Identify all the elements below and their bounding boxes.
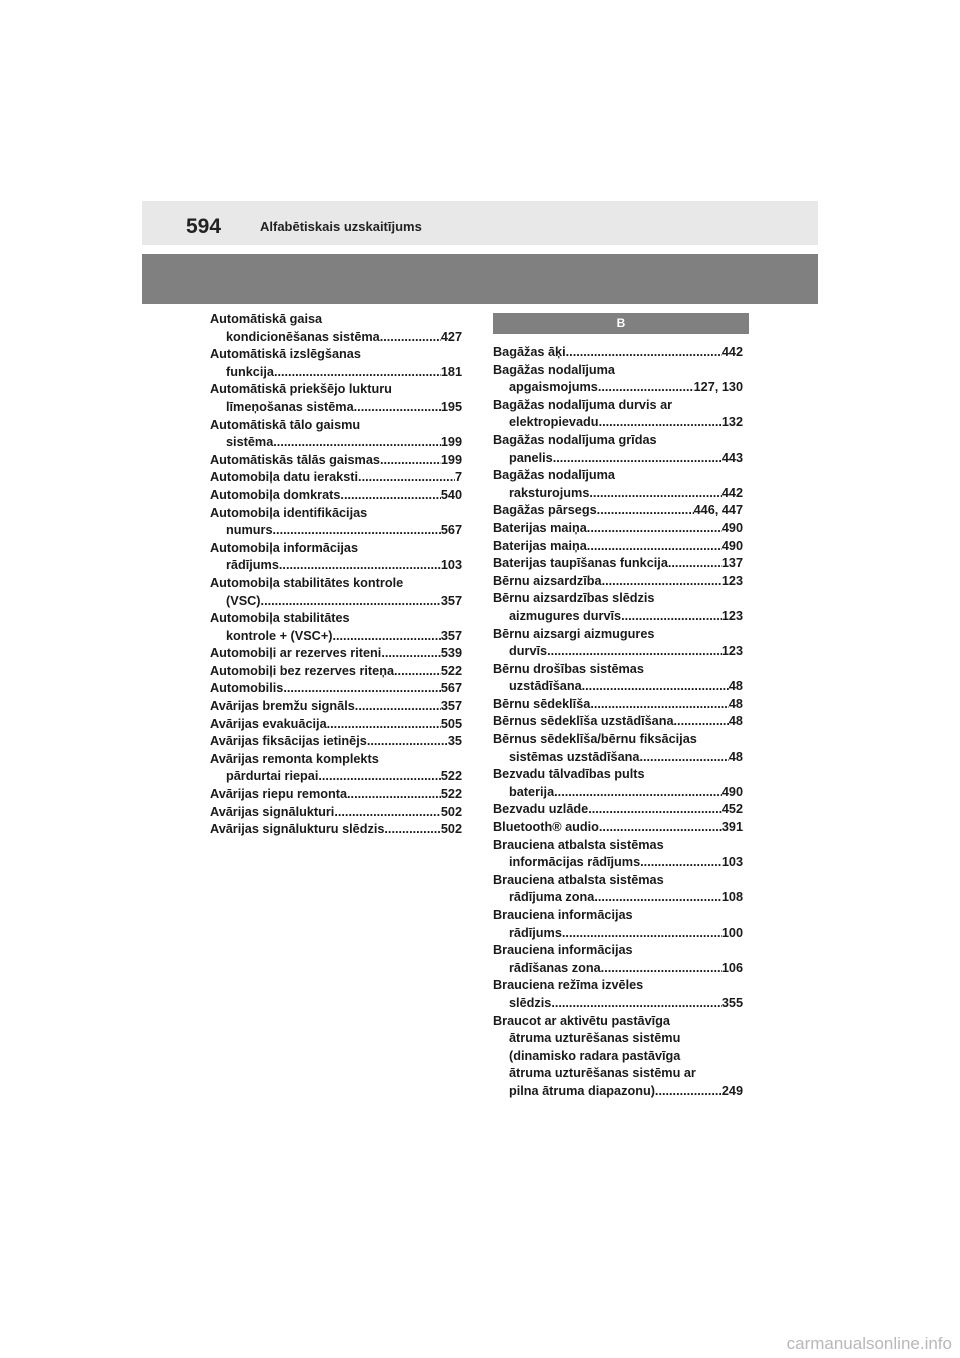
- index-entry: [493, 907, 743, 942]
- leader-dots: [273, 434, 441, 452]
- index-entry-label: Bērnu sēdeklīša: [493, 696, 591, 711]
- leader-dots: [589, 485, 721, 503]
- index-entry: [493, 661, 743, 696]
- leader-dots: [273, 522, 441, 540]
- leader-dots: [381, 645, 440, 663]
- index-entry: [493, 520, 743, 538]
- index-entry-line: [210, 434, 462, 452]
- leader-dots: [553, 450, 722, 468]
- index-entry: [210, 469, 462, 487]
- index-entry-line: [493, 538, 743, 556]
- index-entry: [493, 713, 743, 731]
- index-entry-line: [493, 801, 743, 819]
- index-entry-text: Automobiļa identifikācijas: [210, 505, 368, 520]
- index-entry-text: Bezvadu tālvadības pults: [493, 767, 645, 782]
- index-entry-page[interactable]: 442: [721, 485, 743, 500]
- index-entry-page[interactable]: 539: [440, 646, 462, 661]
- index-entry: [493, 626, 743, 661]
- index-entry-line: [493, 854, 743, 872]
- leader-dots: [601, 960, 722, 978]
- index-entry-page[interactable]: 127, 130: [693, 380, 743, 395]
- index-entry-label: Bagāžas āķi: [493, 345, 566, 359]
- index-entry-label: Bagāžas pārsegs: [493, 503, 597, 518]
- index-entry-page[interactable]: 106: [721, 960, 743, 975]
- index-entry-line: [210, 768, 462, 786]
- leader-dots: [598, 379, 694, 397]
- index-entry: [493, 819, 743, 837]
- index-entry-page[interactable]: 357: [440, 628, 462, 643]
- leader-dots: [380, 452, 441, 470]
- index-entry-label: Baterijas taupīšanas funkcija: [493, 556, 668, 571]
- index-entry: [493, 872, 743, 907]
- index-entry-text: Bērnu aizsardzības slēdzis: [493, 591, 655, 606]
- index-entry-text: ātruma uzturēšanas sistēmu ar: [509, 1066, 696, 1081]
- index-entry: [493, 573, 743, 591]
- index-entry-label: panelis: [509, 450, 553, 465]
- index-entry-label: Automobilis: [210, 681, 284, 696]
- index-entry-page[interactable]: 443: [721, 450, 743, 465]
- index-entry-label: rādījuma zona: [509, 890, 595, 905]
- leader-dots: [668, 555, 722, 573]
- index-entry-text: Automobiļa stabilitātes: [210, 611, 350, 626]
- index-entry-page[interactable]: 195: [440, 399, 462, 414]
- index-entry-page[interactable]: 48: [728, 714, 743, 729]
- index-entry-page[interactable]: 442: [721, 345, 743, 359]
- index-entry: [210, 663, 462, 681]
- index-entry-text: ātruma uzturēšanas sistēmu: [509, 1031, 681, 1046]
- index-entry: [210, 610, 462, 645]
- index-entry-text: Automātiskā izslēgšanas: [210, 347, 361, 362]
- index-entry-page[interactable]: 446, 447: [693, 503, 743, 518]
- index-entry: [210, 821, 462, 839]
- index-entry-page[interactable]: 103: [721, 855, 743, 870]
- index-entry-page[interactable]: 132: [721, 415, 743, 430]
- index-entry: [493, 590, 743, 625]
- index-entry: [493, 1013, 743, 1101]
- leader-dots: [367, 733, 448, 751]
- index-entry-line: [493, 784, 743, 802]
- index-entry-text: Bagāžas nodalījuma durvis ar: [493, 397, 673, 412]
- index-entry-page[interactable]: 391: [721, 820, 743, 835]
- index-entry: [210, 417, 462, 452]
- leader-dots: [347, 786, 441, 804]
- leader-dots: [551, 995, 722, 1013]
- index-entry: [493, 766, 743, 801]
- index-entry-line: [493, 713, 743, 731]
- leader-dots: [355, 698, 441, 716]
- index-entry: [493, 432, 743, 467]
- watermark: carmanualsonline.info: [786, 1334, 952, 1353]
- index-entry-label: sistēma: [226, 435, 274, 450]
- index-entry-line: [210, 469, 462, 487]
- index-entry-label: rādījums: [509, 925, 562, 940]
- index-entry-line: [210, 557, 462, 575]
- index-entry-label: Automātiskās tālās gaismas: [210, 452, 380, 467]
- index-entry-line: [493, 485, 743, 503]
- leader-dots: [384, 821, 440, 839]
- index-entry-line: [493, 450, 743, 468]
- index-entry-line: [493, 749, 743, 767]
- index-entry-label: Automobiļa datu ieraksti: [210, 470, 359, 485]
- index-entry-line: [210, 452, 462, 470]
- index-entry-label: kondicionēšanas sistēma: [226, 329, 380, 344]
- index-entry-line: [210, 786, 462, 804]
- index-entry-label: informācijas rādījums: [509, 855, 641, 870]
- index-entry-line: [210, 522, 462, 540]
- index-entry: [493, 538, 743, 556]
- index-entry-page[interactable]: 7: [454, 470, 462, 485]
- index-entry-label: sistēmas uzstādīšana: [509, 749, 640, 764]
- index-entry-text: Bagāžas nodalījuma: [493, 468, 615, 483]
- index-entry-text: Bērnu drošības sistēmas: [493, 661, 644, 676]
- leader-dots: [674, 713, 729, 731]
- index-entry-line: [210, 628, 462, 646]
- index-entry-label: Avārijas bremžu signāls: [210, 699, 355, 714]
- index-entry-label: rādīšanas zona: [509, 960, 601, 975]
- leader-dots: [621, 608, 722, 626]
- index-entry-page[interactable]: 355: [721, 995, 743, 1010]
- index-entry-line: [493, 608, 743, 626]
- index-entry: [210, 505, 462, 540]
- index-entry-text: Brauciena atbalsta sistēmas: [493, 872, 664, 887]
- section-letter-bar: B: [493, 313, 749, 334]
- index-column-right: [493, 344, 743, 1101]
- index-entry-line: [210, 487, 462, 505]
- index-entry-label: pilna ātruma diapazonu): [509, 1083, 655, 1098]
- index-entry-line: [210, 645, 462, 663]
- index-entry-line: [210, 399, 462, 417]
- index-entry-page[interactable]: 48: [728, 679, 743, 694]
- index-entry: [493, 942, 743, 977]
- leader-dots: [639, 749, 728, 767]
- index-entry-page[interactable]: 502: [440, 822, 462, 837]
- index-entry-line: [210, 804, 462, 822]
- leader-dots: [587, 538, 722, 556]
- index-entry-line: [210, 329, 462, 347]
- index-entry-line: [493, 819, 743, 837]
- index-entry-line: [210, 364, 462, 382]
- leader-dots: [283, 680, 441, 698]
- index-entry-page[interactable]: 540: [440, 487, 462, 502]
- leader-dots: [334, 804, 440, 822]
- leader-dots: [318, 768, 440, 786]
- index-entry-label: elektropievadu: [509, 415, 599, 430]
- leader-dots: [602, 573, 722, 591]
- index-entry-label: Baterijas maiņa: [493, 520, 587, 535]
- index-entry-line: [493, 414, 743, 432]
- leader-dots: [594, 889, 722, 907]
- index-entry-page[interactable]: 123: [721, 573, 743, 588]
- index-entry-page[interactable]: 137: [721, 556, 743, 571]
- index-entry-label: Baterijas maiņa: [493, 538, 587, 553]
- index-entry: [493, 502, 743, 520]
- index-entry-line: [210, 680, 462, 698]
- index-entry: [210, 575, 462, 610]
- index-entry-label: rādījums: [226, 558, 279, 573]
- page-number: 594: [186, 215, 222, 238]
- leader-dots: [597, 502, 694, 520]
- index-entry-line: [493, 344, 743, 362]
- leader-dots: [547, 643, 722, 661]
- index-entry-label: Automobiļi ar rezerves riteni: [210, 646, 382, 661]
- index-entry-text: Brauciena režīma izvēles: [493, 978, 644, 993]
- leader-dots: [655, 1083, 722, 1101]
- leader-dots: [279, 557, 441, 575]
- index-entry-label: apgaismojums: [509, 380, 598, 395]
- leader-dots: [599, 819, 722, 837]
- index-entry-text: Automātiskā priekšējo lukturu: [210, 382, 392, 397]
- index-entry: [493, 801, 743, 819]
- index-entry-page[interactable]: 357: [440, 593, 462, 608]
- index-entry-text: Brauciena atbalsta sistēmas: [493, 837, 664, 852]
- index-entry-line: [493, 379, 743, 397]
- index-entry-page[interactable]: 123: [721, 608, 743, 623]
- index-entry-line: [210, 698, 462, 716]
- leader-dots: [588, 801, 722, 819]
- index-entry: [493, 467, 743, 502]
- leader-dots: [640, 854, 722, 872]
- index-entry-line: [210, 821, 462, 839]
- leader-dots: [587, 520, 722, 538]
- index-entry-line: [210, 733, 462, 751]
- index-entry-line: [493, 643, 743, 661]
- leader-dots: [599, 414, 722, 432]
- page-title: Alfabētiskais uzskaitījums: [260, 219, 422, 234]
- index-entry-label: Automobiļa domkrats: [210, 487, 341, 502]
- index-entry-line: [493, 573, 743, 591]
- leader-dots: [394, 663, 441, 681]
- index-entry: [210, 452, 462, 470]
- index-entry-label: pārdurtai riepai: [226, 769, 319, 784]
- index-entry: [210, 381, 462, 416]
- index-entry-page[interactable]: 123: [721, 644, 743, 659]
- index-entry-page[interactable]: 249: [721, 1083, 743, 1098]
- index-entry-page[interactable]: 100: [721, 925, 743, 940]
- leader-dots: [261, 593, 441, 611]
- leader-dots: [274, 364, 441, 382]
- leader-dots: [332, 628, 440, 646]
- index-entry-label: Avārijas riepu remonta: [210, 787, 348, 802]
- index-entry: [493, 555, 743, 573]
- index-entry-line: [493, 925, 743, 943]
- leader-dots: [562, 925, 722, 943]
- index-entry-text: Bērnus sēdeklīša/bērnu fiksācijas: [493, 732, 697, 747]
- index-entry: [210, 680, 462, 698]
- leader-dots: [554, 784, 722, 802]
- index-entry: [210, 346, 462, 381]
- index-entry-text: Bērnu aizsargi aizmugures: [493, 626, 655, 641]
- index-entry-label: Bērnus sēdeklīša uzstādīšana: [493, 714, 674, 729]
- index-entry-text: Braucot ar aktivētu pastāvīga: [493, 1013, 670, 1028]
- index-entry-label: aizmugures durvīs: [509, 608, 622, 623]
- leader-dots: [358, 469, 455, 487]
- index-entry-label: funkcija: [226, 364, 274, 379]
- leader-dots: [340, 487, 440, 505]
- index-entry: [493, 696, 743, 714]
- index-entry-line: [493, 995, 743, 1013]
- index-entry: [493, 344, 743, 362]
- index-entry-label: Avārijas signālukturi: [210, 804, 335, 819]
- index-entry: [493, 837, 743, 872]
- index-entry-label: Bezvadu uzlāde: [493, 802, 589, 817]
- index-entry-page[interactable]: 490: [721, 520, 743, 535]
- index-entry-page[interactable]: 48: [728, 749, 743, 764]
- index-entry-line: [210, 663, 462, 681]
- leader-dots: [327, 716, 441, 734]
- index-entry-label: Bluetooth® audio: [493, 820, 599, 835]
- index-entry-text: Automobiļa stabilitātes kontrole: [210, 575, 404, 590]
- leader-dots: [566, 344, 722, 362]
- index-entry: [210, 645, 462, 663]
- index-entry-label: numurs: [226, 523, 273, 538]
- index-entry-page[interactable]: 490: [721, 784, 743, 799]
- index-entry-text: Brauciena informācijas: [493, 908, 633, 922]
- header-band: [142, 254, 818, 304]
- index-entry-line: [210, 593, 462, 611]
- index-entry-text: Automobiļa informācijas: [210, 540, 359, 555]
- index-entry-page[interactable]: 505: [440, 716, 462, 731]
- index-entry-page[interactable]: 567: [440, 523, 462, 538]
- index-entry: [493, 977, 743, 1012]
- index-entry-page[interactable]: 199: [440, 452, 462, 467]
- index-entry: [210, 751, 462, 786]
- index-entry: [210, 804, 462, 822]
- index-entry-page[interactable]: 103: [440, 558, 462, 573]
- index-entry-text: (dinamisko radara pastāvīga: [509, 1048, 681, 1063]
- index-entry: [210, 733, 462, 751]
- index-entry-page[interactable]: 490: [721, 538, 743, 553]
- index-entry: [210, 540, 462, 575]
- index-entry-label: Avārijas signālukturu slēdzis: [210, 822, 385, 837]
- index-entry-label: uzstādīšana: [509, 679, 582, 694]
- index-entry: [210, 487, 462, 505]
- leader-dots: [582, 678, 729, 696]
- index-entry-line: [493, 502, 743, 520]
- index-entry-text: Avārijas remonta komplekts: [210, 751, 379, 766]
- index-entry-label: durvīs: [509, 644, 548, 659]
- index-entry-label: raksturojums: [509, 485, 590, 500]
- index-entry-label: baterija: [509, 784, 555, 799]
- header-bar: [142, 201, 818, 245]
- index-entry: [210, 311, 462, 346]
- index-entry-page[interactable]: 35: [447, 734, 462, 749]
- index-entry-page[interactable]: 452: [721, 802, 743, 817]
- index-entry-page[interactable]: 199: [440, 435, 462, 450]
- index-entry-label: Avārijas fiksācijas ietinējs: [210, 734, 367, 749]
- index-entry: [493, 362, 743, 397]
- index-entry-line: [493, 1083, 743, 1101]
- leader-dots: [354, 399, 441, 417]
- index-entry-page[interactable]: 522: [440, 663, 462, 678]
- index-entry-line: [493, 555, 743, 573]
- index-entry-line: [493, 960, 743, 978]
- index-entry: [493, 397, 743, 432]
- index-entry-line: [493, 696, 743, 714]
- index-entry-text: Bagāžas nodalījuma grīdas: [493, 432, 657, 447]
- index-entry: [210, 716, 462, 734]
- index-entry-label: Bērnu aizsardzība: [493, 573, 602, 588]
- index-entry-text: Bagāžas nodalījuma: [493, 362, 615, 377]
- index-entry: [493, 731, 743, 766]
- index-entry-line: [493, 678, 743, 696]
- index-entry-line: [493, 889, 743, 907]
- index-entry-page[interactable]: 357: [440, 699, 462, 714]
- index-entry-label: līmeņošanas sistēma: [226, 399, 354, 414]
- leader-dots: [380, 329, 441, 347]
- index-entry-page[interactable]: 108: [721, 890, 743, 905]
- index-entry-line: [210, 716, 462, 734]
- index-entry-text: Automātiskā gaisa: [210, 312, 323, 326]
- index-entry-page[interactable]: 522: [440, 787, 462, 802]
- index-entry-label: Avārijas evakuācija: [210, 716, 327, 731]
- index-entry-page[interactable]: 502: [440, 804, 462, 819]
- index-entry-label: slēdzis: [509, 995, 552, 1010]
- index-entry-page[interactable]: 522: [440, 769, 462, 784]
- index-entry-page[interactable]: 181: [440, 364, 462, 379]
- index-entry-label: kontrole + (VSC+): [226, 628, 333, 643]
- index-entry: [210, 698, 462, 716]
- index-entry-page[interactable]: 48: [728, 696, 743, 711]
- index-entry-label: Automobiļi bez rezerves riteņa: [210, 663, 395, 678]
- index-entry-label: (VSC): [226, 593, 261, 608]
- index-entry-line: [493, 520, 743, 538]
- index-entry-page[interactable]: 567: [440, 681, 462, 696]
- index-entry-page[interactable]: 427: [440, 329, 462, 344]
- index-entry: [210, 786, 462, 804]
- index-entry-text: Automātiskā tālo gaismu: [210, 417, 361, 432]
- index-entry-text: Brauciena informācijas: [493, 943, 633, 958]
- index-column-left: [210, 311, 462, 839]
- leader-dots: [590, 696, 729, 714]
